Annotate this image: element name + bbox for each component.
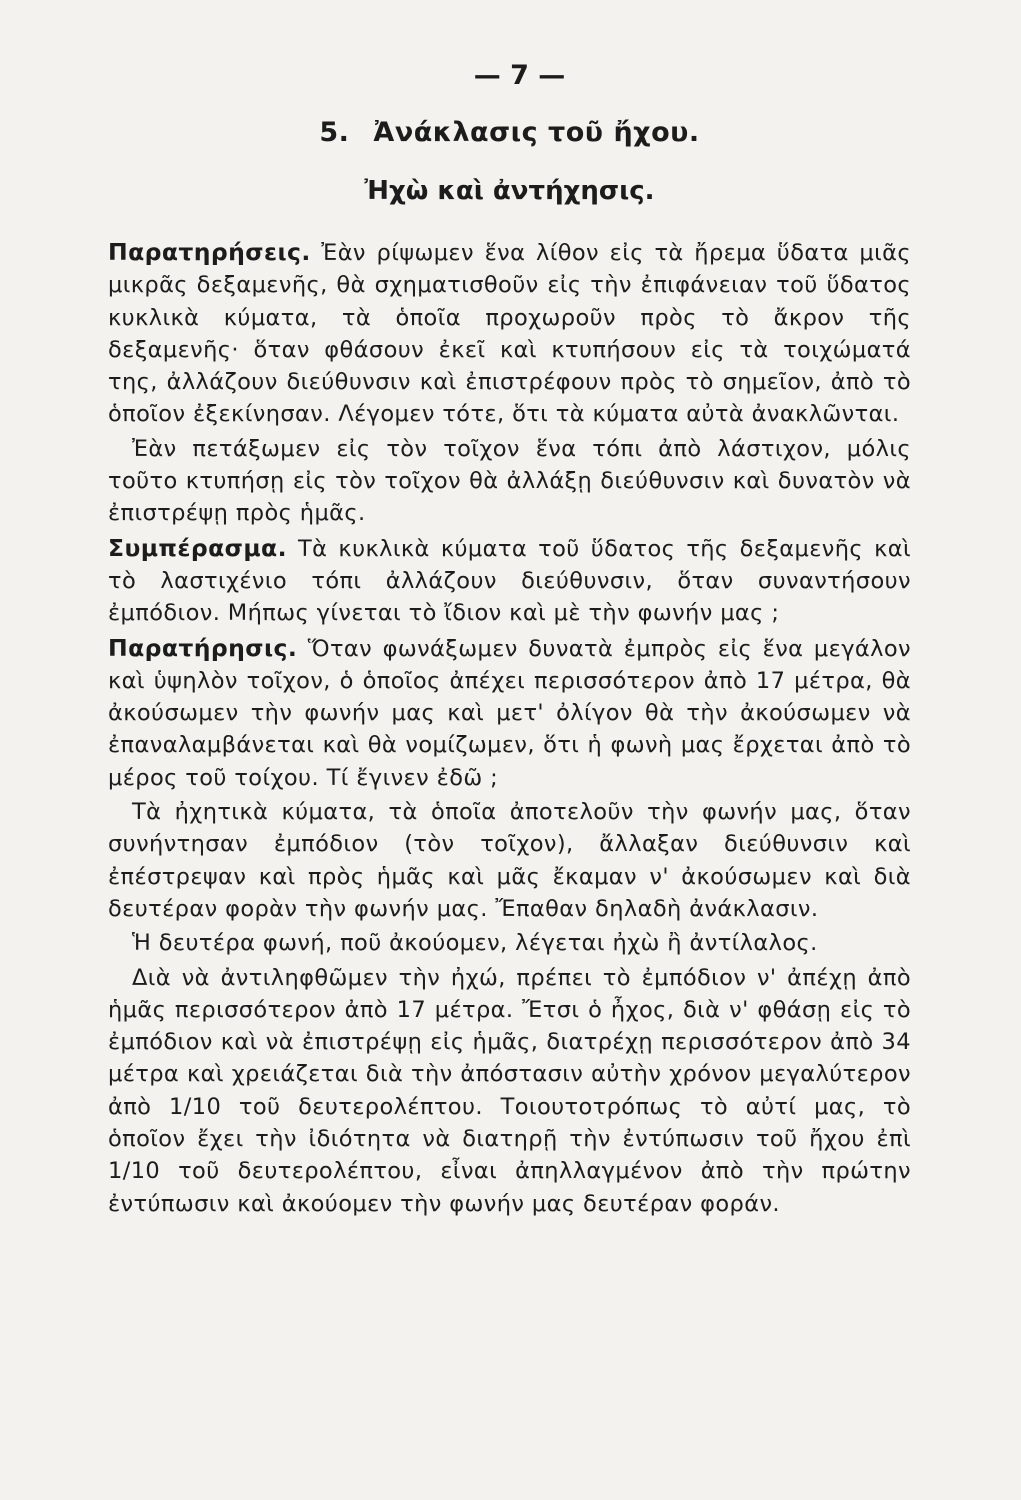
paragraph-conclusion [108,532,911,630]
section-subtitle: Ἠχὼ καὶ ἀντήχησις. [364,176,655,206]
paragraph-observations [108,236,911,431]
section-title: Ἀνάκλασις τοῦ ἤχου. [373,117,700,148]
paragraph-ball [108,433,911,530]
paragraph-observation [108,632,911,794]
paragraph-echo-distance [108,962,911,1220]
section-heading [108,117,911,148]
paragraph-lead: Παρατήρησις. [108,633,298,662]
paragraph-text: Διὰ νὰ ἀντιληφθῶμεν τὴν ἠχώ, πρέπει τὸ ἐμπόδιον ν' ἀπέχῃ ἀπὸ ἡμᾶς περισσότερον ἀπὸ 17 μέτρα. Ἔτσι ὁ ἦχος, διὰ ν' φθάσῃ εἰς τὸ ἐμπόδιον καὶ νὰ ἐπιστρέψῃ εἰς ἡμᾶς, διατρέχῃ περισσότερον ἀπὸ 34 μέτρα καὶ χρειάζεται διὰ τὴν ἀπόστασιν αὐτὴν χρόνον μεγαλύτερον ἀπὸ 1/10 τοῦ δευτερολέπτου. Τοιουτοτρόπως τὸ αὐτί μας, τὸ ὁποῖον ἔχει τὴν ἰδιότητα νὰ διατηρῇ τὴν ἐντύπωσιν τοῦ ἤχου ἐπὶ 1/10 τοῦ δευτερολέπτου, εἶναι ἀπηλλαγμένον ἀπὸ τὴν πρώτην ἐντύπωσιν καὶ ἀκούομεν τὴν φωνήν μας δευτέραν φοράν. [108,964,911,1217]
paragraph-sound-waves [108,796,911,925]
paragraph-text: Ἡ δευτέρα φωνή, ποῦ ἀκούομεν, λέγεται ἠχὼ ἢ ἀντίλαλος. [132,930,818,957]
paragraph-text: Τὰ ἠχητικὰ κύματα, τὰ ὁποῖα ἀποτελοῦν τὴν φωνήν μας, ὅταν συνήντησαν ἐμπόδιον (τὸν τοῖχον), ἄλλαξαν διεύθυνσιν καὶ ἐπέστρεψαν καὶ πρὸς ἡμᾶς καὶ μᾶς ἔκαμαν ν' ἀκούσωμεν καὶ διὰ δευτέραν φορὰν τὴν φωνήν μας. Ἔπαθαν δηλαδὴ ἀνάκλασιν. [108,799,911,922]
section-number: 5. [319,117,350,148]
paragraph-text: Ὅταν φωνάξωμεν δυνατὰ ἐμπρὸς εἰς ἕνα μεγάλον καὶ ὑψηλὸν τοῖχον, ὁ ὁποῖος ἀπέχει περισσότερον ἀπὸ 17 μέτρα, θὰ ἀκούσωμεν τὴν φωνήν μας καὶ μετ' ὀλίγον θὰ τὴν ἀκούσωμεν νὰ ἐπαναλαμβάνεται καὶ θὰ νομίζωμεν, ὅτι ἡ φωνὴ μας ἔρχεται ἀπὸ τὸ μέρος τοῦ τοίχου. Τί ἔγινεν ἐδῶ ; [108,635,911,791]
paragraph-text: Ἐὰν πετάξωμεν εἰς τὸν τοῖχον ἕνα τόπι ἀπὸ λάστιχον, μόλις τοῦτο κτυπήσῃ εἰς τὸν τοῖχον θὰ ἀλλάξῃ διεύθυνσιν καὶ δυνατὸν νὰ ἐπιστρέψῃ πρὸς ἡμᾶς. [108,435,911,527]
paragraph-lead: Παρατηρήσεις. [108,238,311,266]
paragraph-text: Ἐὰν ρίψωμεν ἕνα λίθον εἰς τὰ ἤρεμα ὕδατα μιᾶς μικρᾶς δεξαμενῆς, θὰ σχηματισθοῦν εἰς τὴν ἐπιφάνειαν τοῦ ὕδατος κυκλικὰ κύματα, τὰ ὁποῖα προχωροῦν πρὸς τὸ ἄκρον τῆς δεξαμενῆς· ὅταν φθάσουν ἐκεῖ καὶ κτυπήσουν εἰς τὰ τοιχώματά της, ἀλλάζουν διεύθυνσιν καὶ ἐπιστρέφουν πρὸς τὸ σημεῖον, ἀπὸ τὸ ὁποῖον ἐξεκίνησαν. Λέγομεν τότε, ὅτι τὰ κύματα αὐτὰ ἀνακλῶνται. [108,240,911,428]
paragraph-lead: Συμπέρασμα. [108,533,287,562]
paragraph-text: Τὰ κυκλικὰ κύματα τοῦ ὕδατος τῆς δεξαμενῆς καὶ τὸ λαστιχένιο τόπι ἀλλάζουν διεύθυνσιν, ὅταν συναντήσουν ἐμπόδιον. Μήπως γίνεται τὸ ἴδιον καὶ μὲ τὴν φωνήν μας ; [108,535,911,627]
paragraph-echo-definition [108,927,911,959]
page-number: — 7 — [473,60,566,91]
